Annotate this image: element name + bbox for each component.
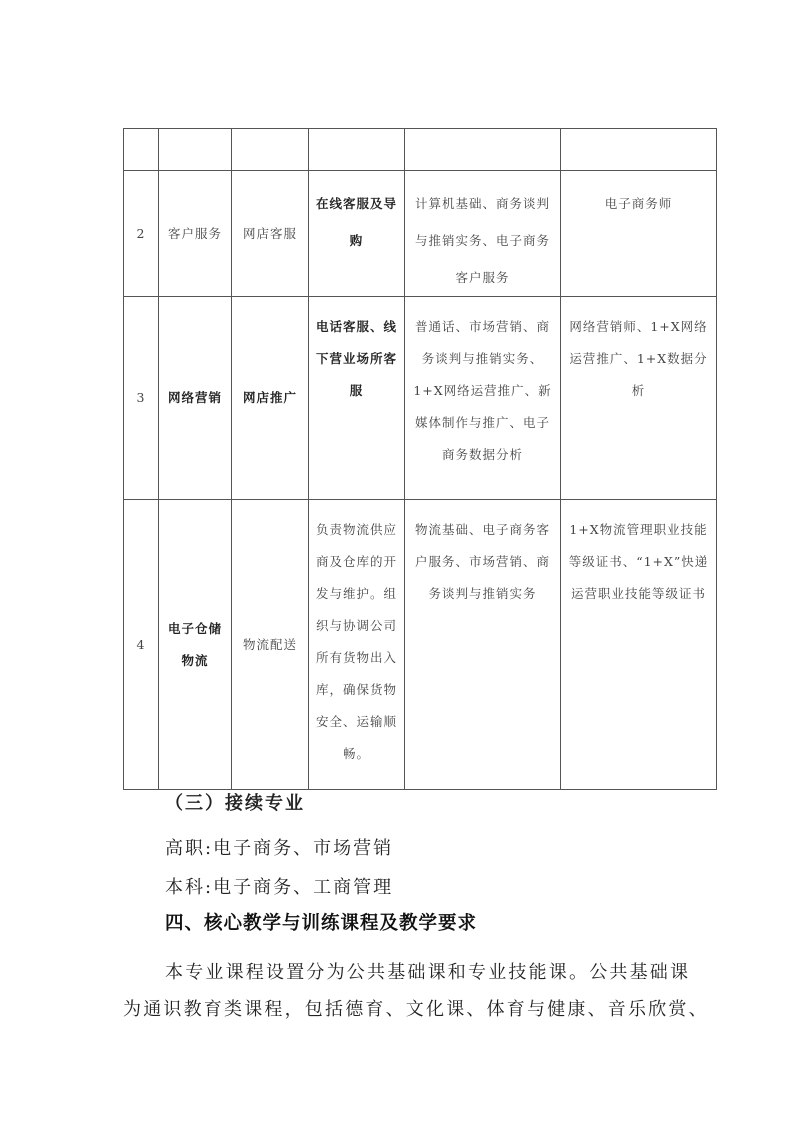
cell-certificate: 电子商务师	[561, 171, 717, 297]
cell-position: 网店推广	[232, 297, 309, 500]
table-row	[124, 500, 717, 790]
cell-position: 网店客服	[232, 171, 309, 297]
section-heading-core-courses: 四、核心教学与训练课程及教学要求	[165, 913, 478, 934]
cell-certificate: 网络营销师、1+X网络运营推广、1+X数据分析	[561, 297, 717, 500]
paragraph-line-2: 为通识教育类课程，包括德育、文化课、体育与健康、音乐欣赏、	[123, 999, 709, 1020]
cell-courses	[405, 129, 561, 171]
cell-task: 负责物流供应商及仓库的开发与维护。组织与协调公司所有货物出入库，确保货物安全、运输顺畅。	[309, 500, 405, 790]
paragraph-line-1: 本专业课程设置分为公共基础课和专业技能课。公共基础课	[165, 962, 691, 983]
cell-field	[159, 129, 232, 171]
higher-vocational-line: 高职:电子商务、市场营销	[165, 838, 394, 859]
cell-num: 4	[124, 500, 159, 790]
undergraduate-line: 本科:电子商务、工商管理	[165, 877, 394, 898]
cell-field: 客户服务	[159, 171, 232, 297]
cell-num	[124, 129, 159, 171]
cell-certificate: 1+X物流管理职业技能等级证书、“1+X”快递运营职业技能等级证书	[561, 500, 717, 790]
cell-num: 2	[124, 171, 159, 297]
cell-field: 网络营销	[159, 297, 232, 500]
cell-position	[232, 129, 309, 171]
cell-task: 电话客服、线下营业场所客服	[309, 297, 405, 500]
cell-task	[309, 129, 405, 171]
cell-courses: 普通话、市场营销、商务谈判与推销实务、1+X网络运营推广、新媒体制作与推广、电子商务数据分析	[405, 297, 561, 500]
table-row	[124, 171, 717, 297]
table-row	[124, 129, 717, 171]
section-heading-continuing-majors: （三）接续专业	[165, 793, 305, 814]
cell-courses: 物流基础、电子商务客户服务、市场营销、商务谈判与推销实务	[405, 500, 561, 790]
cell-num: 3	[124, 297, 159, 500]
cell-field: 电子仓储物流	[159, 500, 232, 790]
curriculum-table	[123, 128, 717, 790]
cell-position: 物流配送	[232, 500, 309, 790]
cell-courses: 计算机基础、商务谈判与推销实务、电子商务客户服务	[405, 171, 561, 297]
cell-certificate	[561, 129, 717, 171]
table-row	[124, 297, 717, 500]
cell-task: 在线客服及导购	[309, 171, 405, 297]
